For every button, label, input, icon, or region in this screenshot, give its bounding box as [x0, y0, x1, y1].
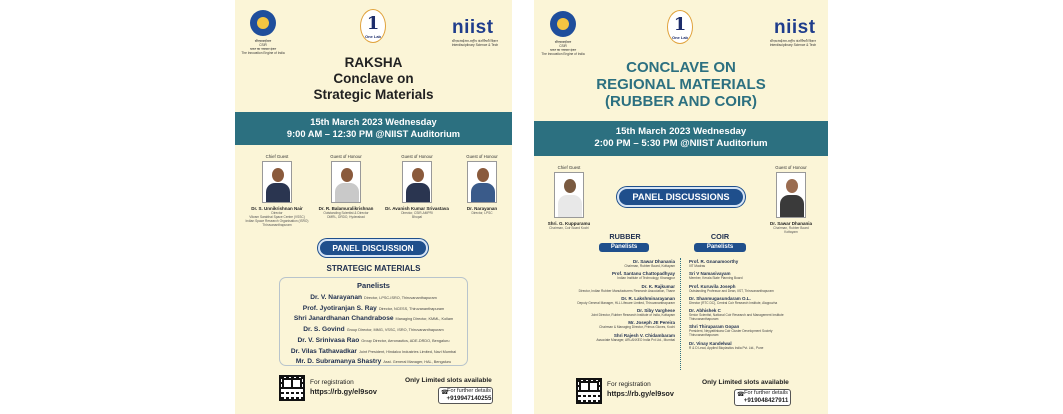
panelist-row: Mr. D. Subramanya Shastry Asst. General Manager, HAL, Bengaluru [295, 358, 452, 366]
panelists-title: Panelists [357, 281, 390, 290]
poster-title: RAKSHA Conclave on Strategic Materials [313, 55, 434, 102]
rubber-panelists [538, 259, 675, 342]
rubber-heading: RUBBER [609, 232, 641, 241]
limited-slots-note: Only Limited slots available [702, 379, 789, 386]
csir-caption: सीएसआईआर CSIR भारत का नवाचार इंजन The Innovation Engine of India [241, 39, 285, 55]
niist-caption: सीएसआईआर-राष्ट्रीय अंतर्विषयी विज्ञान Interdisciplinary Science & Tech [451, 39, 499, 47]
niist-logo: niist [452, 17, 494, 38]
phone-icon: ☎ [737, 392, 745, 398]
contact-phone[interactable]: +919048427911 [743, 397, 789, 404]
coir-panelists [689, 259, 824, 350]
one-lab-logo: 1 One Lab [667, 10, 693, 44]
panelist-entry: Shri Rajesh V. Chidambaram Associate Manager, ARLANXEO India Pvt Ltd., Mumbai [596, 332, 675, 342]
panelist-row: Shri Janardhanan Chandrabose Managing Director, KMML, Kollam [293, 315, 454, 323]
raksha-conclave-poster [235, 0, 512, 414]
qr-code[interactable] [279, 375, 305, 401]
guest-card: Guest of Honour Dr. Avanish Kumar Srivastava Director, CSIR-AMPRI Bhopal [385, 154, 449, 219]
phone-icon: ☎ [441, 390, 449, 396]
one-lab-logo: 1 One Lab [360, 9, 386, 43]
panelist-entry: Prof. Santanu Chattopadhyay Indian Institute of Technology, Kharagpur [611, 271, 675, 281]
rubber-panelists-tag: Panelists [599, 243, 649, 252]
panelist-entry: Prof. R. Gnanamoorthy IIIT Madras [689, 259, 739, 268]
event-date: 15th March 2023 Wednesday [310, 117, 437, 127]
panelist-entry: Prof. Kuruvila Joseph Outstanding Professor and Dean, IIST, Thiruvananthapuram [689, 283, 774, 293]
panelist-entry: Mr. Joseph JE Pereira Chairman & Managing Director, Primus Gloves, Kochi [599, 320, 675, 330]
panelist-entry: Shri Thiruparam Gopan President, Neyyattinkara Coir Cluster Development Society Thiruvananthapuram [689, 324, 773, 338]
contact-box: ☎ For further details +919947140255 [438, 387, 493, 404]
panelist-entry: Dr. Sawar Dhanania Chairman, Rubber Board, Kottayam [624, 259, 675, 268]
guest-photo [331, 161, 361, 203]
panelist-entry: Dr. Abhishek C Senior Scientist, National Coir Research and Management Institute Thiruvananthapuram [689, 308, 784, 322]
panelist-entry: Dr. Vinay Kandelwal R & D Lead, Applied Bioplastics India Pvt. Ltd., Pune [689, 340, 764, 350]
niist-logo: niist [774, 17, 816, 38]
guest-photo [467, 161, 497, 203]
panelist-entry: Sri V Namasivayam Member, Kerala State Planning Board [689, 271, 743, 281]
csir-logo-icon [550, 11, 576, 37]
guest-card: Guest of Honour Dr. R. Balamuralikrishnan Outstanding Scientist & Director DMRL, DRDO, Hyderabad [318, 154, 374, 219]
guest-photo [262, 161, 292, 203]
panelist-row: Dr. V. Srinivasa Rao Group Director, Aeronautics, ADE-DRDO, Bengaluru [297, 336, 450, 344]
guest-card: Guest of Honour Dr. Sawar Dhanania Chairman, Rubber Board Kottayam [769, 165, 813, 234]
panelist-row: Dr. V. Narayanan Director, LPSC-ISRO, Thiruvananthapuram [310, 294, 437, 301]
guest-photo [554, 172, 584, 218]
event-time: 2:00 PM – 5:30 PM @NIIST Auditorium [594, 138, 768, 149]
niist-caption: सीएसआईआर-राष्ट्रीय अंतर्विषयी विज्ञान Interdisciplinary Science & Tech [769, 39, 817, 47]
panelist-entry: Dr. Shanmugasundaram O.L. Director (RTC DC), Central Coir Research Institute, Alappuzha [689, 295, 778, 305]
guest-photo [402, 161, 432, 203]
date-time-band [235, 112, 512, 145]
coir-panelists-tag: Panelists [694, 243, 746, 252]
registration-info: For registration https://rb.gy/el9sov [310, 379, 377, 396]
csir-logo-icon [250, 10, 276, 36]
panelist-entry: Dr. R. Lakshminarayanan Deputy General Manager, HLL Lifecare Limited, Thiruvananthapuram [577, 295, 675, 305]
event-time: 9:00 AM – 12:30 PM @NIIST Auditorium [286, 128, 461, 139]
guest-card: Chief Guest Shri. G. Kuppuramu Chairman, Coir Board Kochi [547, 165, 591, 230]
panelist-entry: Dr. K. Rajkumar Director, Indian Rubber Manufacturers Research Association, Thane [578, 283, 675, 293]
date-time-band [534, 121, 828, 156]
csir-caption: सीएसआईआर CSIR भारत का नवाचार इंजन The Innovation Engine of India [541, 40, 585, 56]
panelist-row: Dr. Vilas Tathavadkar Joint President, Hindalco Industries Limited, Navi Mumbai [290, 347, 457, 355]
regional-materials-poster [534, 0, 828, 414]
panelist-row: Dr. S. Govind Group Director, MMG, VSSC, ISRO, Thiruvananthapuram [303, 326, 444, 334]
column-divider [680, 258, 681, 370]
panel-discussions-badge: PANEL DISCUSSIONS [617, 187, 745, 207]
contact-box: ☎ For further details +919048427911 [734, 389, 791, 406]
panel-discussion-badge: PANEL DISCUSSION [318, 239, 428, 257]
guest-card: Chief Guest Dr. S. Unnikrishnan Nair Director Vikram Sarabhai Space Centre (VSSC) Indian Space Research Organisation (ISRO) Thiruvananthapuram [245, 154, 309, 227]
qr-code[interactable] [576, 378, 602, 404]
contact-phone[interactable]: +919947140255 [446, 395, 492, 402]
panel-topic: STRATEGIC MATERIALS [326, 264, 421, 273]
panelist-entry: Dr. Siby Varghese Joint Director, Rubber Research Institute of India, Kottayam [591, 308, 675, 318]
limited-slots-note: Only Limited slots available [405, 377, 492, 384]
guest-card: Guest of Honour Dr. Narayanan Director, LPSC [466, 154, 498, 215]
event-date: 15th March 2023 Wednesday [615, 126, 747, 137]
registration-info: For registration https://rb.gy/el9sov [607, 381, 674, 398]
guest-photo [776, 172, 806, 218]
coir-heading: COIR [710, 232, 730, 241]
panelist-row: Prof. Jyotiranjan S. Ray Director, NCESS, Thiruvananthapuram [302, 304, 445, 312]
poster-title: CONCLAVE ON REGIONAL MATERIALS (RUBBER AND COIR) [596, 59, 766, 110]
registration-link[interactable]: https://rb.gy/el9sov [310, 387, 377, 396]
panelists-box [279, 277, 468, 366]
registration-link[interactable]: https://rb.gy/el9sov [607, 389, 674, 398]
